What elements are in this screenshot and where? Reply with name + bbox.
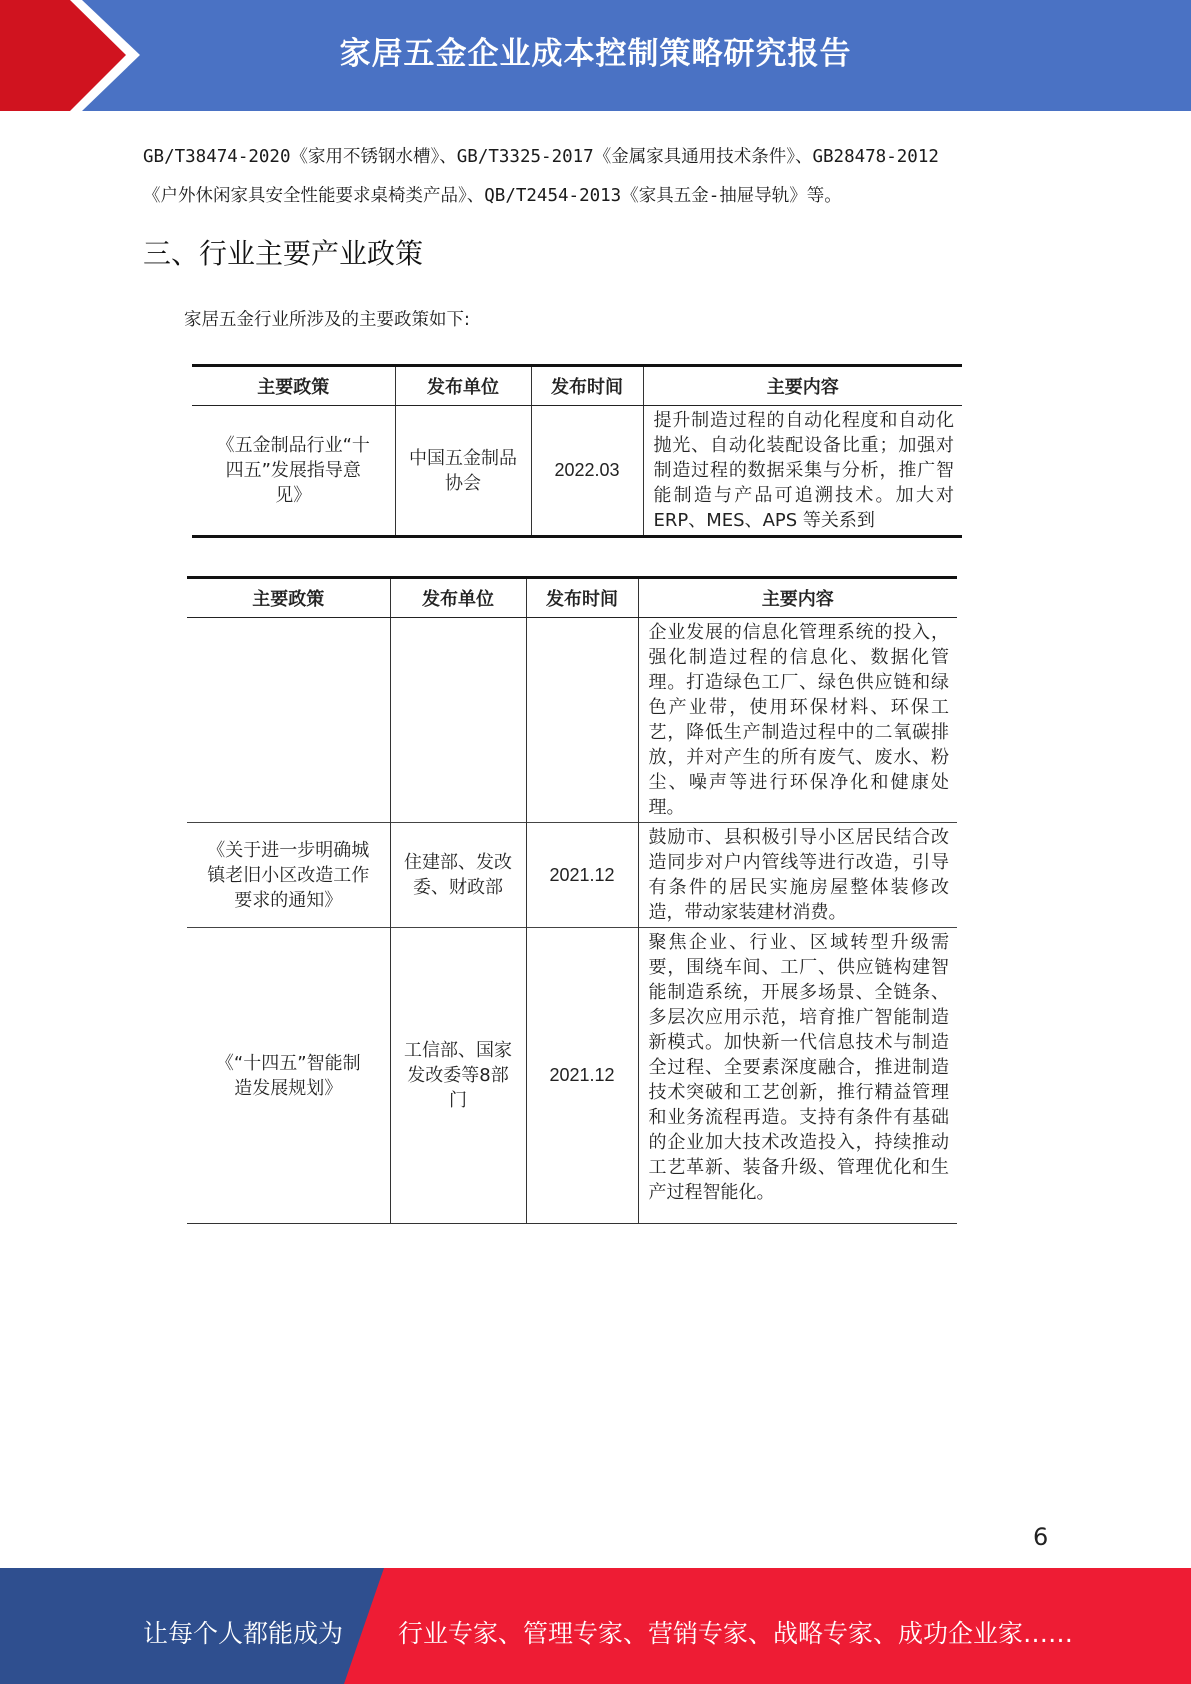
- page-header: [0, 0, 1191, 111]
- table-header-row: [192, 366, 962, 406]
- footer-slogan-left: 让每个人都能成为: [143, 1619, 344, 1648]
- policy-date: 2021.12: [526, 823, 638, 928]
- table-row: [192, 406, 962, 537]
- policy-name: [187, 618, 390, 823]
- policy-name: 《“十四五”智能制造发展规划》: [187, 928, 390, 1224]
- policy-name: 《五金制品行业“十四五”发展指导意见》: [192, 406, 395, 537]
- document-title: 家居五金企业成本控制策略研究报告: [339, 36, 852, 72]
- page-footer: [0, 1568, 1191, 1684]
- header-date: 发布时间: [531, 366, 643, 406]
- policy-name: 《关于进一步明确城镇老旧小区改造工作要求的通知》: [187, 823, 390, 928]
- page-number: 6: [1033, 1523, 1049, 1551]
- header-policy: 主要政策: [187, 578, 390, 618]
- policy-table-1: [192, 364, 962, 538]
- header-content: 主要内容: [638, 578, 957, 618]
- header-policy: 主要政策: [192, 366, 395, 406]
- policy-issuer: 工信部、国家发改委等8部门: [390, 928, 526, 1224]
- section-heading: 三、行业主要产业政策: [143, 237, 424, 270]
- intro-line-2: 《户外休闲家具安全性能要求桌椅类产品》、QB/T2454-2013《家具五金-抽屉导轨》等。: [143, 186, 842, 206]
- footer-slogan-right: 行业专家、管理专家、营销专家、战略专家、成功企业家……: [398, 1619, 1074, 1648]
- policy-table-2: [187, 576, 957, 1224]
- header-content: 主要内容: [643, 366, 962, 406]
- policy-date: [526, 618, 638, 823]
- table-row: [187, 823, 957, 928]
- header-issuer: 发布单位: [390, 578, 526, 618]
- policy-date: 2021.12: [526, 928, 638, 1224]
- table-header-row: [187, 578, 957, 618]
- table-row: [187, 928, 957, 1224]
- table-row: [187, 618, 957, 823]
- policy-content: 鼓励市、县积极引导小区居民结合改造同步对户内管线等进行改造，引导有条件的居民实施房屋整体装修改造，带动家装建材消费。: [638, 823, 957, 928]
- policy-issuer: 住建部、发改委、财政部: [390, 823, 526, 928]
- policy-issuer: [390, 618, 526, 823]
- header-issuer: 发布单位: [395, 366, 531, 406]
- policy-content: 提升制造过程的自动化程度和自动化抛光、自动化装配设备比重；加强对制造过程的数据采集与分析，推广智能制造与产品可追溯技术。加大对 ERP、MES、APS 等关系到: [643, 406, 962, 537]
- intro-line-1: GB/T38474-2020《家用不锈钢水槽》、GB/T3325-2017《金属家具通用技术条件》、GB28478-2012: [143, 147, 939, 167]
- policy-content: 聚焦企业、行业、区域转型升级需要，围绕车间、工厂、供应链构建智能制造系统，开展多场景、全链条、多层次应用示范，培育推广智能制造新模式。加快新一代信息技术与制造全过程、全要素深度融合，推进制造技术突破和工艺创新，推行精益管理和业务流程再造。支持有条件有基础的企业加大技术改造投入，持续推动工艺革新、装备升级、管理优化和生产过程智能化。: [638, 928, 957, 1224]
- section-lead: 家居五金行业所涉及的主要政策如下:: [184, 310, 470, 330]
- header-date: 发布时间: [526, 578, 638, 618]
- policy-date: 2022.03: [531, 406, 643, 537]
- policy-issuer: 中国五金制品协会: [395, 406, 531, 537]
- policy-content: 企业发展的信息化管理系统的投入，强化制造过程的信息化、数据化管理。打造绿色工厂、绿色供应链和绿色产业带，使用环保材料、环保工艺，降低生产制造过程中的二氧碳排放，并对产生的所有废气、废水、粉尘、噪声等进行环保净化和健康处理。: [638, 618, 957, 823]
